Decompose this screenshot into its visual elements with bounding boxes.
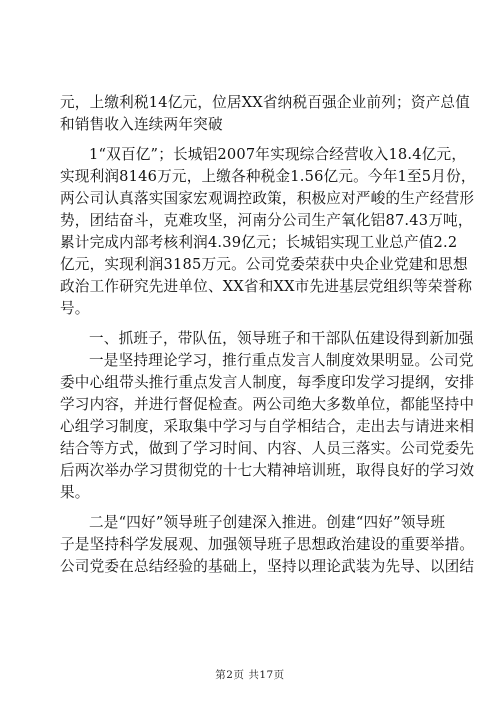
text-line: 学习内容，并进行督促检查。两公司绝大多数单位，都能坚持中	[60, 396, 475, 413]
text-line: 实现利润8146万元，上缴各种税金1.56亿元。今年1至5月份，	[60, 168, 476, 185]
text-line: 二是“四好”领导班子创建深入推进。创建“四好”领导班	[89, 514, 446, 531]
text-line: 果。	[60, 484, 90, 501]
text-line: 公司党委在总结经验的基础上，坚持以理论武装为先导、以团结	[60, 558, 475, 575]
text-line: 政治工作研究先进单位、XX省和XX市先进基层党组织等荣誉称	[60, 278, 473, 295]
text-line: 心组学习制度，采取集中学习与自学相结合，走出去与请进来相	[60, 418, 475, 435]
text-line: 结合等方式，做到了学习时间、内容、人员三落实。公司党委先	[60, 440, 475, 457]
section-heading: 一、抓班子，带队伍，领导班子和干部队伍建设得到新加强	[89, 330, 474, 347]
body-text	[60, 92, 476, 578]
text-line: 号。	[60, 300, 90, 317]
text-line: 后两次举办学习贯彻党的十七大精神培训班，取得良好的学习效	[60, 462, 475, 479]
text-line: 和销售收入连续两年突破	[60, 116, 223, 133]
text-line: 累计完成内部考核利润4.39亿元；长城铝实现工业总产值2.2	[60, 234, 458, 251]
page-footer: 第2页 共17页	[215, 669, 285, 681]
text-line: 1“双百亿”；长城铝2007年实现综合经营收入18.4亿元，	[89, 146, 467, 163]
text-line: 委中心组带头推行重点发言人制度，每季度印发学习提纲，安排	[60, 374, 475, 391]
text-line: 两公司认真落实国家宏观调控政策，积极应对严峻的生产经营形	[60, 190, 475, 207]
text-line: 元，上缴利税14亿元，位居XX省纳税百强企业前列；资产总值	[60, 94, 470, 111]
text-line: 子是坚持科学发展观、加强领导班子思想政治建设的重要举措。	[60, 536, 475, 553]
text-line: 一是坚持理论学习，推行重点发言人制度效果明显。公司党	[89, 352, 474, 369]
text-line: 亿元，实现利润3185万元。公司党委荣获中央企业党建和思想	[60, 256, 468, 273]
text-line: 势，团结奋斗，克难攻坚，河南分公司生产氧化铝87.43万吨，	[60, 212, 473, 229]
